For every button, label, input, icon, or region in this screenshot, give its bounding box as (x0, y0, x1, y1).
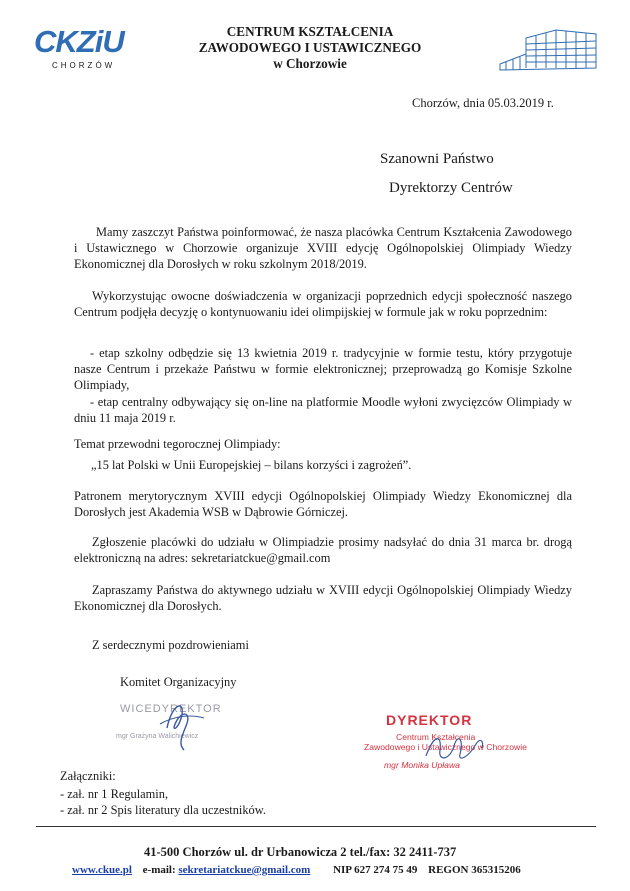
salutation-line-2: Dyrektorzy Centrów (389, 180, 513, 196)
letter-date: Chorzów, dnia 05.03.2019 r. (412, 96, 554, 110)
attachment-1: - zał. nr 1 Regulamin, (60, 787, 169, 801)
logo-text: CKZiU (34, 24, 124, 59)
director-stamp-line-1: Centrum Kształcenia (396, 732, 476, 742)
footer-contact (72, 864, 521, 876)
paragraph-intro: Mamy zaszczyt Państwa poinformować, że nasza placówka Centrum Kształcenia Zawodowego i Ustawicznego w Chorzowie organizuje XVIII edycję Ogólnopolskiej Olimpiady Wiedzy Ekonomicznej dla Dorosłych w roku szkolnym 2018/2019. (74, 225, 572, 271)
theme-title: „15 lat Polski w Unii Europejskiej – bilans korzyści i zagrożeń”. (91, 458, 412, 472)
email-link[interactable]: sekretariatckue@gmail.com (178, 864, 311, 876)
paragraph-patron: Patronem merytorycznym XVIII edycji Ogólnopolskiej Olimpiady Wiedzy Ekonomicznej dla Dorosłych jest Akademia WSB w Dąbrowie Górniczej. (74, 489, 572, 519)
website-link[interactable]: www.ckue.pl (72, 864, 132, 876)
theme-label: Temat przewodni tegorocznej Olimpiady: (74, 437, 281, 451)
director-signature (420, 726, 490, 768)
vice-director-stamp (112, 694, 242, 754)
bullet-central-stage: - etap centralny odbywający się on-line na platformie Moodle wyłoni zwycięzców Olimpiady w dniu 11 maja 2019 r. (74, 395, 572, 425)
attachments-label: Załączniki: (60, 769, 116, 783)
logo-subtitle: CHORZÓW (52, 61, 116, 70)
svg-text:WICEDYREKTOR: WICEDYREKTOR (120, 703, 222, 715)
svg-text:mgr Grażyna Walichiewicz: mgr Grażyna Walichiewicz (116, 733, 199, 740)
bullet-school-stage: - etap szkolny odbędzie się 13 kwietnia 2019 r. tradycyjnie w formie testu, który przygotuje nasze Centrum i przekaże Państwu w formie elektronicznej; przeprowadzą go Komisje Szkolne Olimpiady, (74, 346, 572, 392)
paragraph-registration: Zgłoszenie placówki do udziału w Olimpiadzie prosimy nadsyłać do dnia 31 marca br. drogą elektroniczną na adres: sekretariatckue@gmail.com (74, 535, 572, 565)
attachment-2: - zał. nr 2 Spis literatury dla uczestników. (60, 803, 266, 817)
footer-address: 41-500 Chorzów ul. dr Urbanowicza 2 tel./fax: 32 2411-737 (144, 845, 457, 859)
closing-greeting: Z serdecznymi pozdrowieniami (92, 638, 249, 652)
building-icon (496, 24, 601, 76)
salutation-line-1: Szanowni Państwo (380, 151, 494, 167)
paragraph-invitation: Zapraszamy Państwa do aktywnego udziału w XVIII edycji Ogólnopolskiej Olimpiady Wiedzy Ekonomicznej dla Dorosłych. (74, 583, 572, 613)
nip-number: NIP 627 274 75 49 (333, 864, 418, 876)
institution-line-2: ZAWODOWEGO I USTAWICZNEGO (198, 40, 422, 55)
institution-line-1: CENTRUM KSZTAŁCENIA (226, 24, 394, 39)
paragraph-experience: Wykorzystując owocne doświadczenia w organizacji poprzednich edycji społeczność naszego Centrum podjęła decyzję o kontynuowaniu idei olimpijskiej w formule jak w roku poprzednim: (74, 289, 572, 319)
email-label: e-mail: (142, 864, 176, 876)
committee-signature: Komitet Organizacyjny (120, 675, 237, 689)
director-stamp-line-2: Zawodowego i Ustawicznego w Chorzowie (364, 742, 527, 752)
director-stamp-title: DYREKTOR (386, 712, 473, 728)
institution-name (160, 24, 460, 72)
director-stamp-line-3: mgr Monika Upława (384, 760, 460, 770)
institution-line-3: w Chorzowie (273, 56, 347, 71)
regon-number: REGON 365315206 (428, 864, 521, 876)
footer-divider (36, 826, 596, 827)
